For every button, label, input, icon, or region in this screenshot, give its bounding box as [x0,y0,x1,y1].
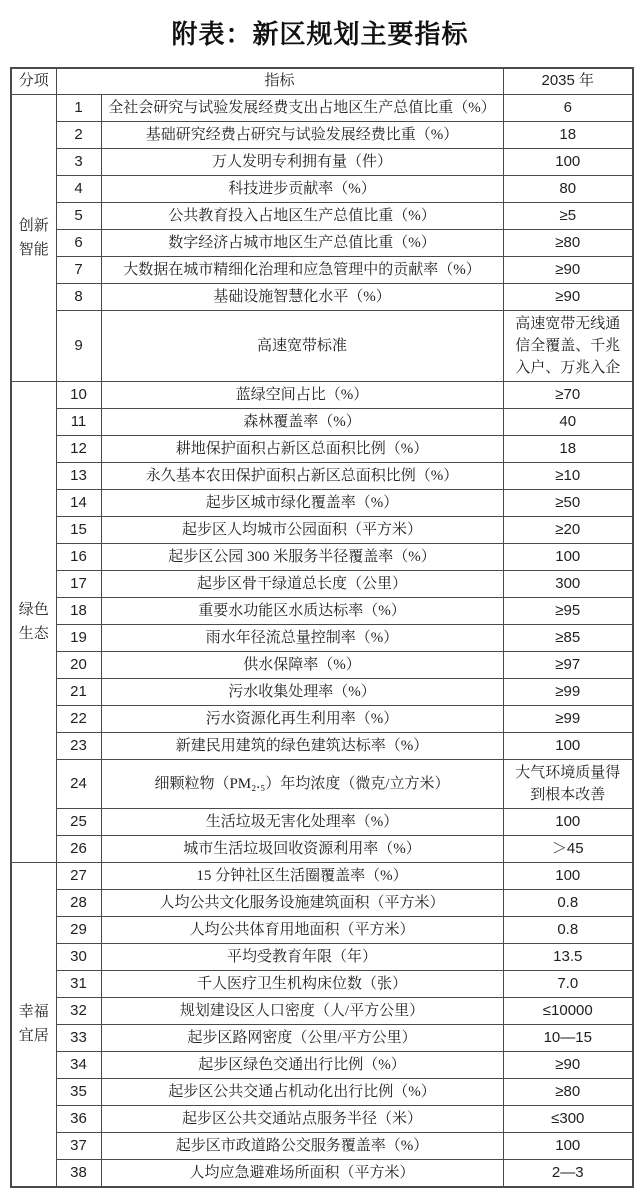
category-cell: 绿色生态 [11,381,56,862]
indicator-cell: 城市生活垃圾回收资源利用率（%） [101,835,503,862]
value-cell: ≥80 [503,229,633,256]
row-number-cell: 7 [56,256,101,283]
table-row [11,862,633,889]
table-row [11,1159,633,1187]
row-number-cell: 14 [56,489,101,516]
indicator-cell: 污水资源化再生利用率（%） [101,705,503,732]
indicator-cell: 起步区公共交通占机动化出行比例（%） [101,1078,503,1105]
table-row [11,175,633,202]
indicator-cell: 平均受教育年限（年） [101,943,503,970]
row-number-cell: 36 [56,1105,101,1132]
indicator-cell: 人均公共文化服务设施建筑面积（平方米） [101,889,503,916]
table-row [11,835,633,862]
value-cell: 7.0 [503,970,633,997]
table-row [11,256,633,283]
table-row [11,94,633,121]
indicator-cell: 起步区绿色交通出行比例（%） [101,1051,503,1078]
indicator-cell: 规划建设区人口密度（人/平方公里） [101,997,503,1024]
value-cell: 100 [503,148,633,175]
table-row [11,597,633,624]
header-indicator: 指标 [56,68,503,94]
indicator-cell: 蓝绿空间占比（%） [101,381,503,408]
indicator-cell: 人均应急避难场所面积（平方米） [101,1159,503,1187]
value-cell: ≥80 [503,1078,633,1105]
table-row [11,1051,633,1078]
table-row [11,1078,633,1105]
table-row [11,732,633,759]
table-row [11,121,633,148]
value-cell: 高速宽带无线通信全覆盖、千兆入户、万兆入企 [503,310,633,381]
header-year: 2035 年 [503,68,633,94]
value-cell: 80 [503,175,633,202]
row-number-cell: 22 [56,705,101,732]
table-row [11,943,633,970]
row-number-cell: 26 [56,835,101,862]
table-row [11,283,633,310]
indicator-cell: 起步区路网密度（公里/平方公里） [101,1024,503,1051]
value-cell: ≥10 [503,462,633,489]
row-number-cell: 29 [56,916,101,943]
indicator-cell: 全社会研究与试验发展经费支出占地区生产总值比重（%） [101,94,503,121]
row-number-cell: 35 [56,1078,101,1105]
indicator-cell: 高速宽带标准 [101,310,503,381]
indicator-cell: 基础设施智慧化水平（%） [101,283,503,310]
row-number-cell: 11 [56,408,101,435]
row-number-cell: 28 [56,889,101,916]
table-row [11,1105,633,1132]
table-row [11,148,633,175]
row-number-cell: 17 [56,570,101,597]
indicator-cell: 生活垃圾无害化处理率（%） [101,808,503,835]
value-cell: 100 [503,862,633,889]
value-cell: ≥99 [503,705,633,732]
row-number-cell: 2 [56,121,101,148]
table-body [11,94,633,1187]
row-number-cell: 6 [56,229,101,256]
indicator-cell: 起步区骨干绿道总长度（公里） [101,570,503,597]
indicator-cell: 公共教育投入占地区生产总值比重（%） [101,202,503,229]
page-title: 附表：新区规划主要指标 [171,19,469,49]
row-number-cell: 32 [56,997,101,1024]
table-row [11,516,633,543]
row-number-cell: 30 [56,943,101,970]
value-cell: 300 [503,570,633,597]
value-cell: 18 [503,435,633,462]
table-row [11,489,633,516]
row-number-cell: 18 [56,597,101,624]
value-cell: 100 [503,808,633,835]
value-cell: ≥99 [503,678,633,705]
value-cell: ≥95 [503,597,633,624]
value-cell: 18 [503,121,633,148]
value-cell: ≥90 [503,256,633,283]
indicator-cell: 耕地保护面积占新区总面积比例（%） [101,435,503,462]
row-number-cell: 9 [56,310,101,381]
row-number-cell: 31 [56,970,101,997]
value-cell: 6 [503,94,633,121]
row-number-cell: 15 [56,516,101,543]
indicator-cell: 数字经济占城市地区生产总值比重（%） [101,229,503,256]
indicator-cell: 永久基本农田保护面积占新区总面积比例（%） [101,462,503,489]
value-cell: ≥97 [503,651,633,678]
indicators-table [10,67,634,1188]
value-cell: ≥70 [503,381,633,408]
table-row [11,705,633,732]
table-row [11,310,633,381]
value-cell: 13.5 [503,943,633,970]
table-row [11,624,633,651]
table-row [11,381,633,408]
indicator-cell: 万人发明专利拥有量（件） [101,148,503,175]
table-row [11,1024,633,1051]
table-row [11,435,633,462]
table-row [11,916,633,943]
value-cell: ≥5 [503,202,633,229]
indicator-cell: 起步区城市绿化覆盖率（%） [101,489,503,516]
value-cell: 2—3 [503,1159,633,1187]
header-row [11,68,633,94]
value-cell: 100 [503,732,633,759]
table-row [11,808,633,835]
header-category: 分项 [11,68,56,94]
table-row [11,570,633,597]
value-cell: ≥85 [503,624,633,651]
indicator-cell: 污水收集处理率（%） [101,678,503,705]
row-number-cell: 16 [56,543,101,570]
table-row [11,462,633,489]
value-cell: ≤10000 [503,997,633,1024]
indicator-cell: 科技进步贡献率（%） [101,175,503,202]
value-cell: 10—15 [503,1024,633,1051]
indicator-cell: 新建民用建筑的绿色建筑达标率（%） [101,732,503,759]
table-row [11,1132,633,1159]
row-number-cell: 37 [56,1132,101,1159]
category-cell: 创新智能 [11,94,56,381]
value-cell: 100 [503,543,633,570]
row-number-cell: 19 [56,624,101,651]
table-row [11,997,633,1024]
indicator-cell: 起步区市政道路公交服务覆盖率（%） [101,1132,503,1159]
value-cell: ≥50 [503,489,633,516]
indicator-cell: 重要水功能区水质达标率（%） [101,597,503,624]
value-cell: 100 [503,1132,633,1159]
category-cell: 幸福宜居 [11,862,56,1187]
indicator-cell: 基础研究经费占研究与试验发展经费比重（%） [101,121,503,148]
value-cell: ≤300 [503,1105,633,1132]
row-number-cell: 27 [56,862,101,889]
table-row [11,408,633,435]
row-number-cell: 33 [56,1024,101,1051]
row-number-cell: 21 [56,678,101,705]
indicator-cell: 人均公共体育用地面积（平方米） [101,916,503,943]
indicator-cell: 千人医疗卫生机构床位数（张） [101,970,503,997]
row-number-cell: 10 [56,381,101,408]
indicator-cell: 森林覆盖率（%） [101,408,503,435]
table-row [11,651,633,678]
indicator-cell: 15 分钟社区生活圈覆盖率（%） [101,862,503,889]
indicator-cell: 大数据在城市精细化治理和应急管理中的贡献率（%） [101,256,503,283]
row-number-cell: 5 [56,202,101,229]
value-cell: ≥90 [503,283,633,310]
indicator-cell: 细颗粒物（PM₂.₅）年均浓度（微克/立方米） [101,759,503,808]
row-number-cell: 13 [56,462,101,489]
value-cell: ＞45 [503,835,633,862]
table-row [11,202,633,229]
indicator-cell: 起步区人均城市公园面积（平方米） [101,516,503,543]
row-number-cell: 1 [56,94,101,121]
value-cell: 0.8 [503,916,633,943]
table-row [11,889,633,916]
row-number-cell: 38 [56,1159,101,1187]
table-row [11,678,633,705]
indicator-cell: 雨水年径流总量控制率（%） [101,624,503,651]
row-number-cell: 8 [56,283,101,310]
value-cell: 大气环境质量得到根本改善 [503,759,633,808]
row-number-cell: 12 [56,435,101,462]
table-row [11,543,633,570]
value-cell: ≥20 [503,516,633,543]
table-row [11,759,633,808]
indicator-cell: 供水保障率（%） [101,651,503,678]
row-number-cell: 24 [56,759,101,808]
row-number-cell: 4 [56,175,101,202]
row-number-cell: 23 [56,732,101,759]
row-number-cell: 25 [56,808,101,835]
table-row [11,970,633,997]
table-row [11,229,633,256]
indicator-cell: 起步区公园 300 米服务半径覆盖率（%） [101,543,503,570]
row-number-cell: 3 [56,148,101,175]
value-cell: ≥90 [503,1051,633,1078]
row-number-cell: 34 [56,1051,101,1078]
value-cell: 40 [503,408,633,435]
indicator-cell: 起步区公共交通站点服务半径（米） [101,1105,503,1132]
value-cell: 0.8 [503,889,633,916]
row-number-cell: 20 [56,651,101,678]
